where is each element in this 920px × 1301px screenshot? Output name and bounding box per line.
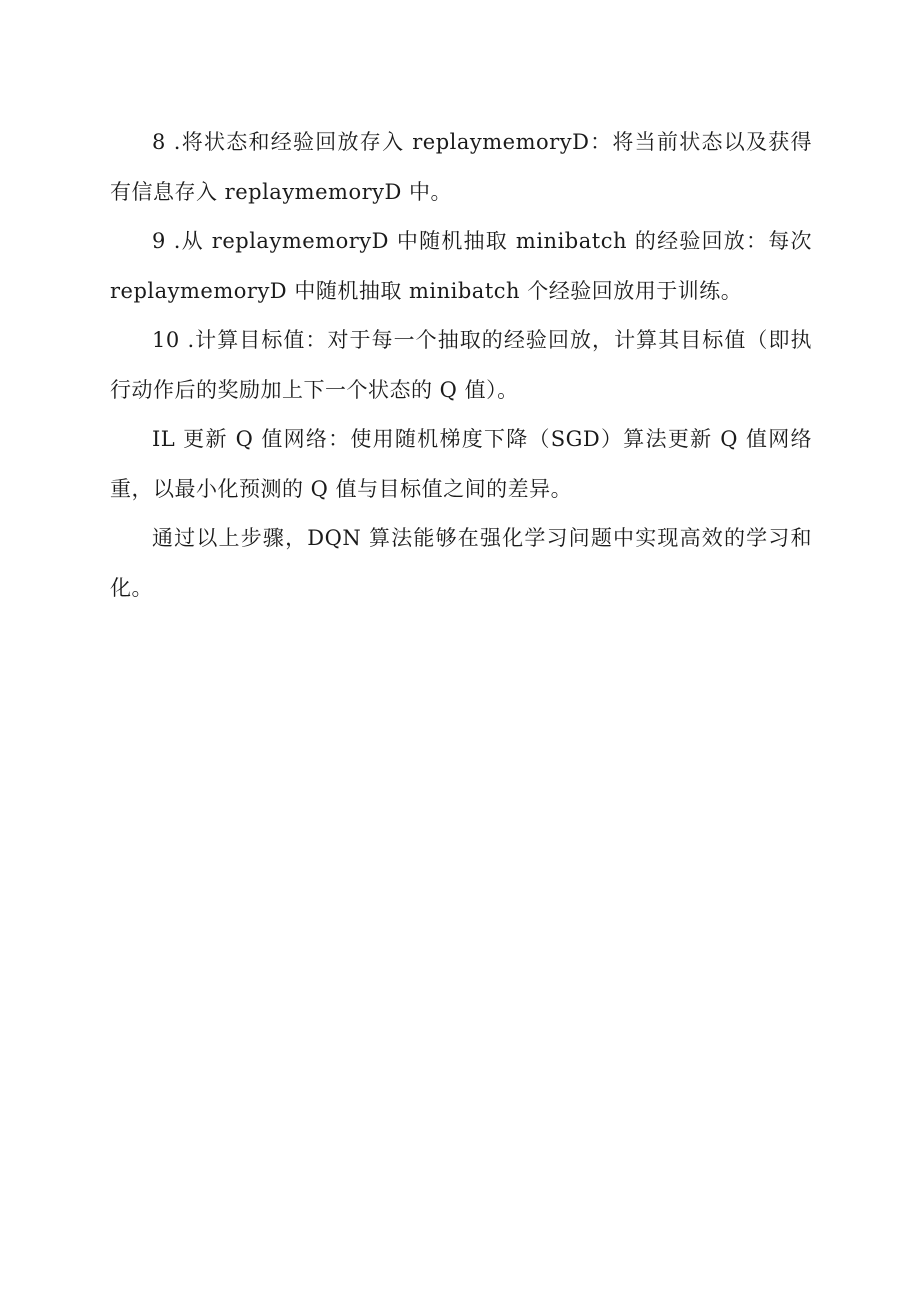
- paragraph-line: 10 .计算目标值：对于每一个抽取的经验回放，计算其目标值（即执: [152, 328, 812, 352]
- paragraph-step-11: [110, 415, 812, 514]
- paragraph-line: 化。: [110, 575, 153, 600]
- paragraph-line: 有信息存入 replaymemoryD 中。: [110, 179, 452, 204]
- paragraph-line: 9 .从 replaymemoryD 中随机抽取 minibatch 的经验回放：每次: [152, 229, 812, 253]
- paragraph-line: 8 .将状态和经验回放存入 replaymemoryD：将当前状态以及获得: [152, 130, 812, 154]
- paragraph-line: 重，以最小化预测的 Q 值与目标值之间的差异。: [110, 476, 573, 501]
- paragraph-line: 通过以上步骤，DQN 算法能够在强化学习问题中实现高效的学习和: [152, 526, 812, 550]
- paragraph-step-10: [110, 316, 812, 415]
- document-body: [110, 118, 812, 613]
- paragraph-step-8: [110, 118, 812, 217]
- paragraph-conclusion: [110, 514, 812, 613]
- paragraph-line: IL 更新 Q 值网络：使用随机梯度下降（SGD）算法更新 Q 值网络: [152, 427, 812, 451]
- paragraph-step-9: [110, 217, 812, 316]
- paragraph-line: replaymemoryD 中随机抽取 minibatch 个经验回放用于训练。: [110, 278, 743, 303]
- paragraph-line: 行动作后的奖励加上下一个状态的 Q 值）。: [110, 377, 519, 402]
